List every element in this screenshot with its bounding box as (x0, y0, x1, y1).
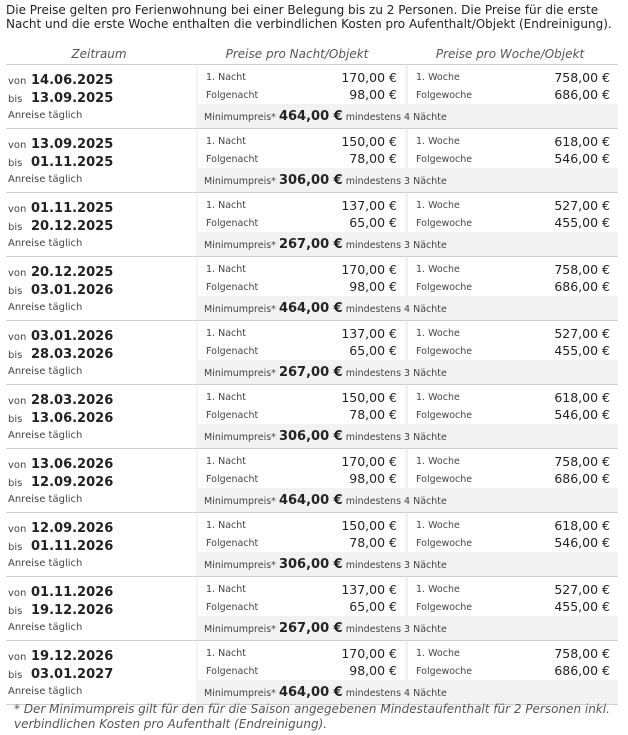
bis-label: bis (8, 542, 23, 553)
first-week-label: 1. Woche (416, 520, 460, 531)
next-week-price: 455,00 € (554, 599, 610, 614)
next-week-price: 546,00 € (554, 535, 610, 550)
next-week-label: Folgewoche (416, 410, 473, 421)
next-week-price: 455,00 € (554, 343, 610, 358)
prices-cell (196, 386, 618, 448)
period-to: 13.09.2025 (31, 91, 114, 106)
minimum-price-value: 464,00 € (278, 109, 343, 124)
next-night-price: 98,00 € (349, 663, 397, 678)
minimum-price-value: 464,00 € (278, 493, 343, 508)
first-night-price: 170,00 € (341, 70, 397, 85)
next-week-label: Folgewoche (416, 154, 473, 165)
next-week-label: Folgewoche (416, 666, 473, 677)
next-night-label: Folgenacht (206, 90, 259, 101)
period-cell (6, 66, 196, 128)
first-week-price: 758,00 € (554, 262, 610, 277)
minimum-stay-text: mindestens 3 Nächte (345, 624, 447, 635)
next-week-price: 455,00 € (554, 215, 610, 230)
first-week-label: 1. Woche (416, 264, 460, 275)
first-week-label: 1. Woche (416, 328, 460, 339)
period-cell (6, 450, 196, 512)
next-week-price: 686,00 € (554, 87, 610, 102)
next-night-price: 98,00 € (349, 471, 397, 486)
period-cell (6, 514, 196, 576)
arrival-text: Anreise täglich (8, 558, 83, 569)
first-night-label: 1. Nacht (206, 456, 246, 467)
first-week-label: 1. Woche (416, 648, 460, 659)
von-label: von (8, 76, 27, 87)
first-night-label: 1. Nacht (206, 200, 246, 211)
minimum-price-label: Minimumpreis* (204, 624, 276, 635)
minimum-stay-text: mindestens 3 Nächte (345, 240, 447, 251)
minimum-stay-text: mindestens 3 Nächte (345, 368, 447, 379)
next-night-label: Folgenacht (206, 410, 259, 421)
first-night-price: 150,00 € (341, 390, 397, 405)
table-row (6, 129, 618, 193)
first-week-label: 1. Woche (416, 456, 460, 467)
bis-label: bis (8, 478, 23, 489)
table-header (6, 44, 618, 65)
arrival-text: Anreise täglich (8, 302, 83, 313)
period-cell (6, 130, 196, 192)
minimum-price-line (204, 301, 447, 316)
minimum-stay-text: mindestens 4 Nächte (345, 112, 447, 123)
minimum-price-line (204, 429, 447, 444)
von-label: von (8, 396, 27, 407)
week-prices (408, 642, 618, 680)
night-prices (198, 642, 405, 680)
period-from: 19.12.2026 (31, 649, 114, 664)
first-night-label: 1. Nacht (206, 520, 246, 531)
minimum-price-value: 464,00 € (278, 301, 343, 316)
table-body (6, 65, 618, 705)
first-night-label: 1. Nacht (206, 136, 246, 147)
period-to: 03.01.2027 (31, 667, 114, 682)
period-to: 13.06.2026 (31, 411, 114, 426)
first-week-price: 758,00 € (554, 454, 610, 469)
minimum-stay-text: mindestens 4 Nächte (345, 496, 447, 507)
first-week-price: 527,00 € (554, 198, 610, 213)
minimum-price-label: Minimumpreis* (204, 368, 276, 379)
minimum-price-label: Minimumpreis* (204, 304, 276, 315)
intro-text: Die Preise gelten pro Ferienwohnung bei einer Belegung bis zu 2 Personen. Die Preise für die erste Nacht und die erste Woche enthalten die verbindlichen Kosten pro Aufenthalt/Objekt (Endreinigung). (6, 3, 612, 31)
minimum-price-value: 267,00 € (278, 365, 343, 380)
next-week-price: 546,00 € (554, 151, 610, 166)
bis-label: bis (8, 94, 23, 105)
von-label: von (8, 204, 27, 215)
prices-cell (196, 322, 618, 384)
first-night-label: 1. Nacht (206, 648, 246, 659)
night-prices (198, 66, 405, 104)
bis-label: bis (8, 606, 23, 617)
von-label: von (8, 268, 27, 279)
next-week-label: Folgewoche (416, 90, 473, 101)
table-row (6, 193, 618, 257)
minimum-stay-text: mindestens 3 Nächte (345, 432, 447, 443)
next-week-price: 686,00 € (554, 471, 610, 486)
period-cell (6, 386, 196, 448)
header-preise-woche: Preise pro Woche/Objekt (435, 47, 585, 61)
arrival-text: Anreise täglich (8, 366, 83, 377)
first-week-price: 758,00 € (554, 646, 610, 661)
first-week-price: 618,00 € (554, 518, 610, 533)
night-prices (198, 514, 405, 552)
period-from: 03.01.2026 (31, 329, 114, 344)
period-to: 19.12.2026 (31, 603, 114, 618)
first-week-label: 1. Woche (416, 72, 460, 83)
week-prices (408, 66, 618, 104)
bis-label: bis (8, 222, 23, 233)
minimum-price-label: Minimumpreis* (204, 240, 276, 251)
week-prices (408, 578, 618, 616)
next-week-label: Folgewoche (416, 602, 473, 613)
table-row (6, 65, 618, 129)
minimum-price-line (204, 109, 447, 124)
period-to: 03.01.2026 (31, 283, 114, 298)
period-from: 01.11.2026 (31, 585, 114, 600)
period-cell (6, 642, 196, 704)
next-night-label: Folgenacht (206, 538, 259, 549)
first-night-label: 1. Nacht (206, 264, 246, 275)
period-cell (6, 322, 196, 384)
period-cell (6, 194, 196, 256)
next-week-label: Folgewoche (416, 282, 473, 293)
night-prices (198, 130, 405, 168)
night-prices (198, 450, 405, 488)
period-from: 28.03.2026 (31, 393, 114, 408)
table-row (6, 641, 618, 705)
first-week-price: 527,00 € (554, 326, 610, 341)
week-prices (408, 258, 618, 296)
next-night-price: 65,00 € (349, 343, 397, 358)
minimum-price-line (204, 237, 447, 252)
footnote: * Der Minimumpreis gilt für den für die Saison angegebenen Mindestaufenthalt für 2 Personen inkl. verbindlichen Kosten pro Aufenthalt (Endreinigung). (14, 702, 610, 731)
arrival-text: Anreise täglich (8, 494, 83, 505)
next-week-label: Folgewoche (416, 346, 473, 357)
first-night-price: 137,00 € (341, 326, 397, 341)
first-night-label: 1. Nacht (206, 392, 246, 403)
next-night-price: 78,00 € (349, 151, 397, 166)
von-label: von (8, 524, 27, 535)
period-from: 01.11.2025 (31, 201, 114, 216)
prices-cell (196, 194, 618, 256)
arrival-text: Anreise täglich (8, 686, 83, 697)
minimum-stay-text: mindestens 3 Nächte (345, 176, 447, 187)
period-cell (6, 258, 196, 320)
night-prices (198, 386, 405, 424)
arrival-text: Anreise täglich (8, 430, 83, 441)
first-night-label: 1. Nacht (206, 328, 246, 339)
first-night-price: 170,00 € (341, 262, 397, 277)
period-to: 28.03.2026 (31, 347, 114, 362)
header-preise-nacht: Preise pro Nacht/Objekt (225, 47, 369, 61)
next-night-label: Folgenacht (206, 154, 259, 165)
week-prices (408, 130, 618, 168)
arrival-text: Anreise täglich (8, 238, 83, 249)
period-to: 01.11.2025 (31, 155, 114, 170)
next-week-label: Folgewoche (416, 474, 473, 485)
night-prices (198, 322, 405, 360)
first-week-label: 1. Woche (416, 392, 460, 403)
von-label: von (8, 652, 27, 663)
night-prices (198, 258, 405, 296)
period-from: 12.09.2026 (31, 521, 114, 536)
first-night-label: 1. Nacht (206, 584, 246, 595)
header-zeitraum: Zeitraum (71, 47, 127, 61)
first-week-price: 758,00 € (554, 70, 610, 85)
prices-cell (196, 450, 618, 512)
next-night-price: 78,00 € (349, 535, 397, 550)
prices-cell (196, 130, 618, 192)
minimum-price-value: 267,00 € (278, 237, 343, 252)
minimum-price-line (204, 621, 447, 636)
next-night-label: Folgenacht (206, 602, 259, 613)
table-row (6, 257, 618, 321)
next-night-price: 98,00 € (349, 87, 397, 102)
minimum-price-label: Minimumpreis* (204, 432, 276, 443)
bis-label: bis (8, 414, 23, 425)
first-week-label: 1. Woche (416, 200, 460, 211)
minimum-stay-text: mindestens 3 Nächte (345, 560, 447, 571)
minimum-price-label: Minimumpreis* (204, 496, 276, 507)
arrival-text: Anreise täglich (8, 110, 83, 121)
bis-label: bis (8, 286, 23, 297)
von-label: von (8, 588, 27, 599)
table-row (6, 321, 618, 385)
minimum-price-value: 464,00 € (278, 685, 343, 700)
period-from: 13.06.2026 (31, 457, 114, 472)
next-week-label: Folgewoche (416, 218, 473, 229)
bis-label: bis (8, 350, 23, 361)
table-row (6, 513, 618, 577)
minimum-price-line (204, 493, 447, 508)
period-to: 01.11.2026 (31, 539, 114, 554)
table-row (6, 449, 618, 513)
minimum-price-label: Minimumpreis* (204, 688, 276, 699)
table-row (6, 385, 618, 449)
minimum-price-value: 306,00 € (278, 557, 343, 572)
next-week-price: 686,00 € (554, 663, 610, 678)
minimum-price-line (204, 685, 447, 700)
first-night-price: 137,00 € (341, 198, 397, 213)
minimum-price-line (204, 173, 447, 188)
period-from: 20.12.2025 (31, 265, 114, 280)
next-week-label: Folgewoche (416, 538, 473, 549)
minimum-price-line (204, 365, 447, 380)
first-night-price: 170,00 € (341, 454, 397, 469)
next-night-price: 78,00 € (349, 407, 397, 422)
von-label: von (8, 460, 27, 471)
next-night-label: Folgenacht (206, 346, 259, 357)
minimum-price-value: 267,00 € (278, 621, 343, 636)
first-week-label: 1. Woche (416, 584, 460, 595)
next-night-price: 98,00 € (349, 279, 397, 294)
price-table (6, 44, 618, 705)
first-week-label: 1. Woche (416, 136, 460, 147)
arrival-text: Anreise täglich (8, 174, 83, 185)
period-from: 14.06.2025 (31, 73, 114, 88)
next-night-price: 65,00 € (349, 215, 397, 230)
next-night-label: Folgenacht (206, 282, 259, 293)
period-from: 13.09.2025 (31, 137, 114, 152)
night-prices (198, 194, 405, 232)
prices-cell (196, 66, 618, 128)
week-prices (408, 386, 618, 424)
prices-cell (196, 514, 618, 576)
next-night-label: Folgenacht (206, 666, 259, 677)
first-night-label: 1. Nacht (206, 72, 246, 83)
von-label: von (8, 332, 27, 343)
bis-label: bis (8, 670, 23, 681)
minimum-price-label: Minimumpreis* (204, 560, 276, 571)
week-prices (408, 194, 618, 232)
minimum-stay-text: mindestens 4 Nächte (345, 304, 447, 315)
week-prices (408, 322, 618, 360)
next-night-label: Folgenacht (206, 474, 259, 485)
next-night-label: Folgenacht (206, 218, 259, 229)
next-week-price: 686,00 € (554, 279, 610, 294)
first-night-price: 170,00 € (341, 646, 397, 661)
first-week-price: 618,00 € (554, 390, 610, 405)
minimum-price-line (204, 557, 447, 572)
night-prices (198, 578, 405, 616)
first-night-price: 137,00 € (341, 582, 397, 597)
first-week-price: 527,00 € (554, 582, 610, 597)
minimum-price-label: Minimumpreis* (204, 112, 276, 123)
period-to: 20.12.2025 (31, 219, 114, 234)
week-prices (408, 450, 618, 488)
first-night-price: 150,00 € (341, 518, 397, 533)
week-prices (408, 514, 618, 552)
bis-label: bis (8, 158, 23, 169)
minimum-price-label: Minimumpreis* (204, 176, 276, 187)
prices-cell (196, 578, 618, 640)
minimum-price-value: 306,00 € (278, 429, 343, 444)
von-label: von (8, 140, 27, 151)
arrival-text: Anreise täglich (8, 622, 83, 633)
minimum-stay-text: mindestens 4 Nächte (345, 688, 447, 699)
first-night-price: 150,00 € (341, 134, 397, 149)
prices-cell (196, 258, 618, 320)
next-night-price: 65,00 € (349, 599, 397, 614)
first-week-price: 618,00 € (554, 134, 610, 149)
next-week-price: 546,00 € (554, 407, 610, 422)
table-row (6, 577, 618, 641)
prices-cell (196, 642, 618, 704)
period-cell (6, 578, 196, 640)
period-to: 12.09.2026 (31, 475, 114, 490)
minimum-price-value: 306,00 € (278, 173, 343, 188)
